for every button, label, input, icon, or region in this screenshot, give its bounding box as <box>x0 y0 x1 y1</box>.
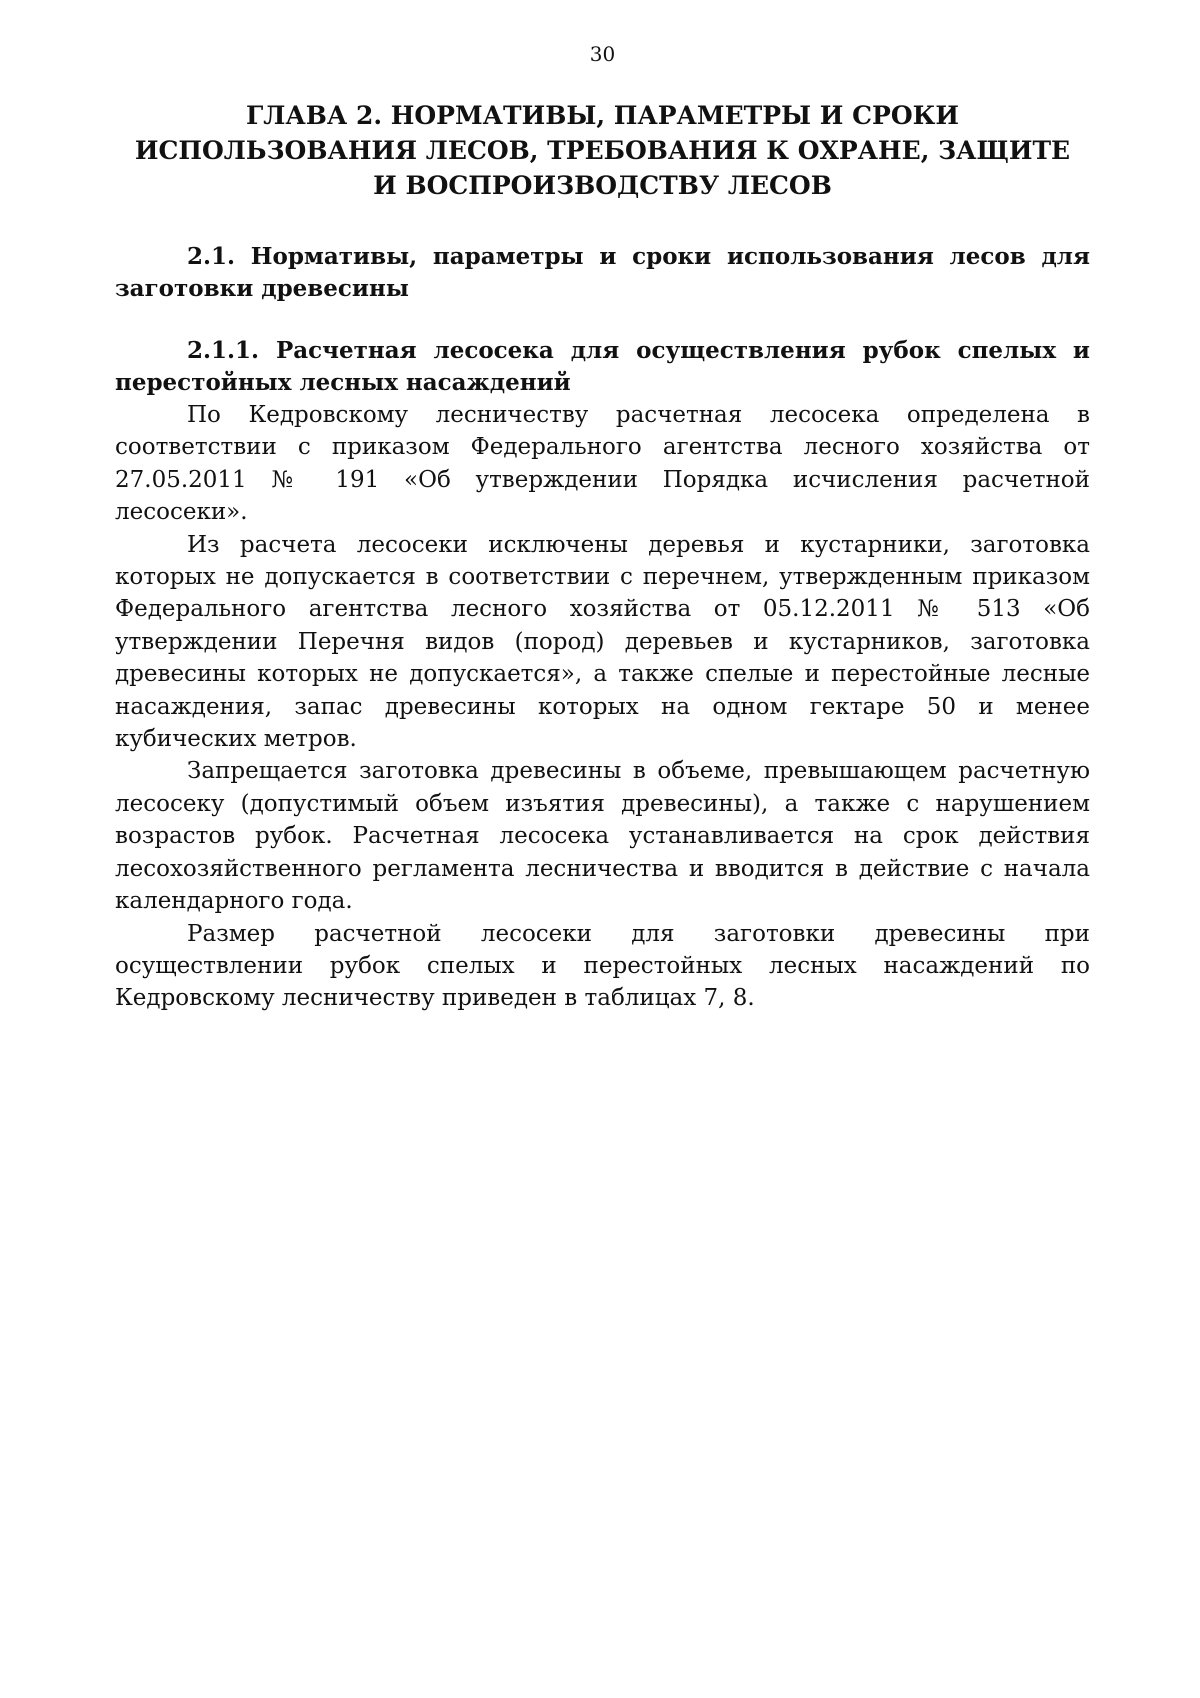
chapter-title-line-3: И ВОСПРОИЗВОДСТВУ ЛЕСОВ <box>373 171 832 200</box>
document-page <box>115 40 1090 1015</box>
paragraph-1: По Кедровскому лесничеству расчетная лесосека определена в соответствии с приказом Федерального агентства лесного хозяйства от 27.05.2011 № 191 «Об утверждении Порядка исчисления расчетной лесосеки». <box>115 402 1090 526</box>
chapter-title <box>115 98 1090 203</box>
chapter-title-line-1: ГЛАВА 2. НОРМАТИВЫ, ПАРАМЕТРЫ И СРОКИ <box>246 101 959 130</box>
section-2-1-1-number: 2.1.1. <box>187 337 260 364</box>
paragraph-4: Размер расчетной лесосеки для заготовки древесины при осуществлении рубок спелых и перестойных лесных насаждений по Кедровскому лесничеству приведен в таблицах 7, 8. <box>115 920 1090 1012</box>
section-2-1-1-title: Расчетная лесосека для осуществления рубок спелых и перестойных лесных насаждений <box>115 337 1090 396</box>
chapter-title-line-2: ИСПОЛЬЗОВАНИЯ ЛЕСОВ, ТРЕБОВАНИЯ К ОХРАНЕ, ЗАЩИТЕ <box>134 136 1071 165</box>
section-2-1-heading <box>115 241 1090 305</box>
section-2-1-1-heading <box>115 335 1090 399</box>
paragraph-2: Из расчета лесосеки исключены деревья и кустарники, заготовка которых не допускается в соответствии с перечнем, утвержденным приказом Федерального агентства лесного хозяйства от 05.12.2011 № 513 «Об утверждении Перечня видов (пород) деревьев и кустарников, заготовка древесины которых не допускается», а также спелые и перестойные лесные насаждения, запас древесины которых на одном гектаре 50 и менее кубических метров. <box>115 531 1090 753</box>
section-2-1-title: Нормативы, параметры и сроки использования лесов для заготовки древесины <box>115 243 1090 302</box>
page-number: 30 <box>589 42 616 66</box>
section-2-1-number: 2.1. <box>187 243 236 270</box>
paragraph-3: Запрещается заготовка древесины в объеме, превышающем расчетную лесосеку (допустимый объем изъятия древесины), а также с нарушением возрастов рубок. Расчетная лесосека устанавливается на срок действия лесохозяйственного регламента лесничества и вводится в действие с начала календарного года. <box>115 758 1090 915</box>
